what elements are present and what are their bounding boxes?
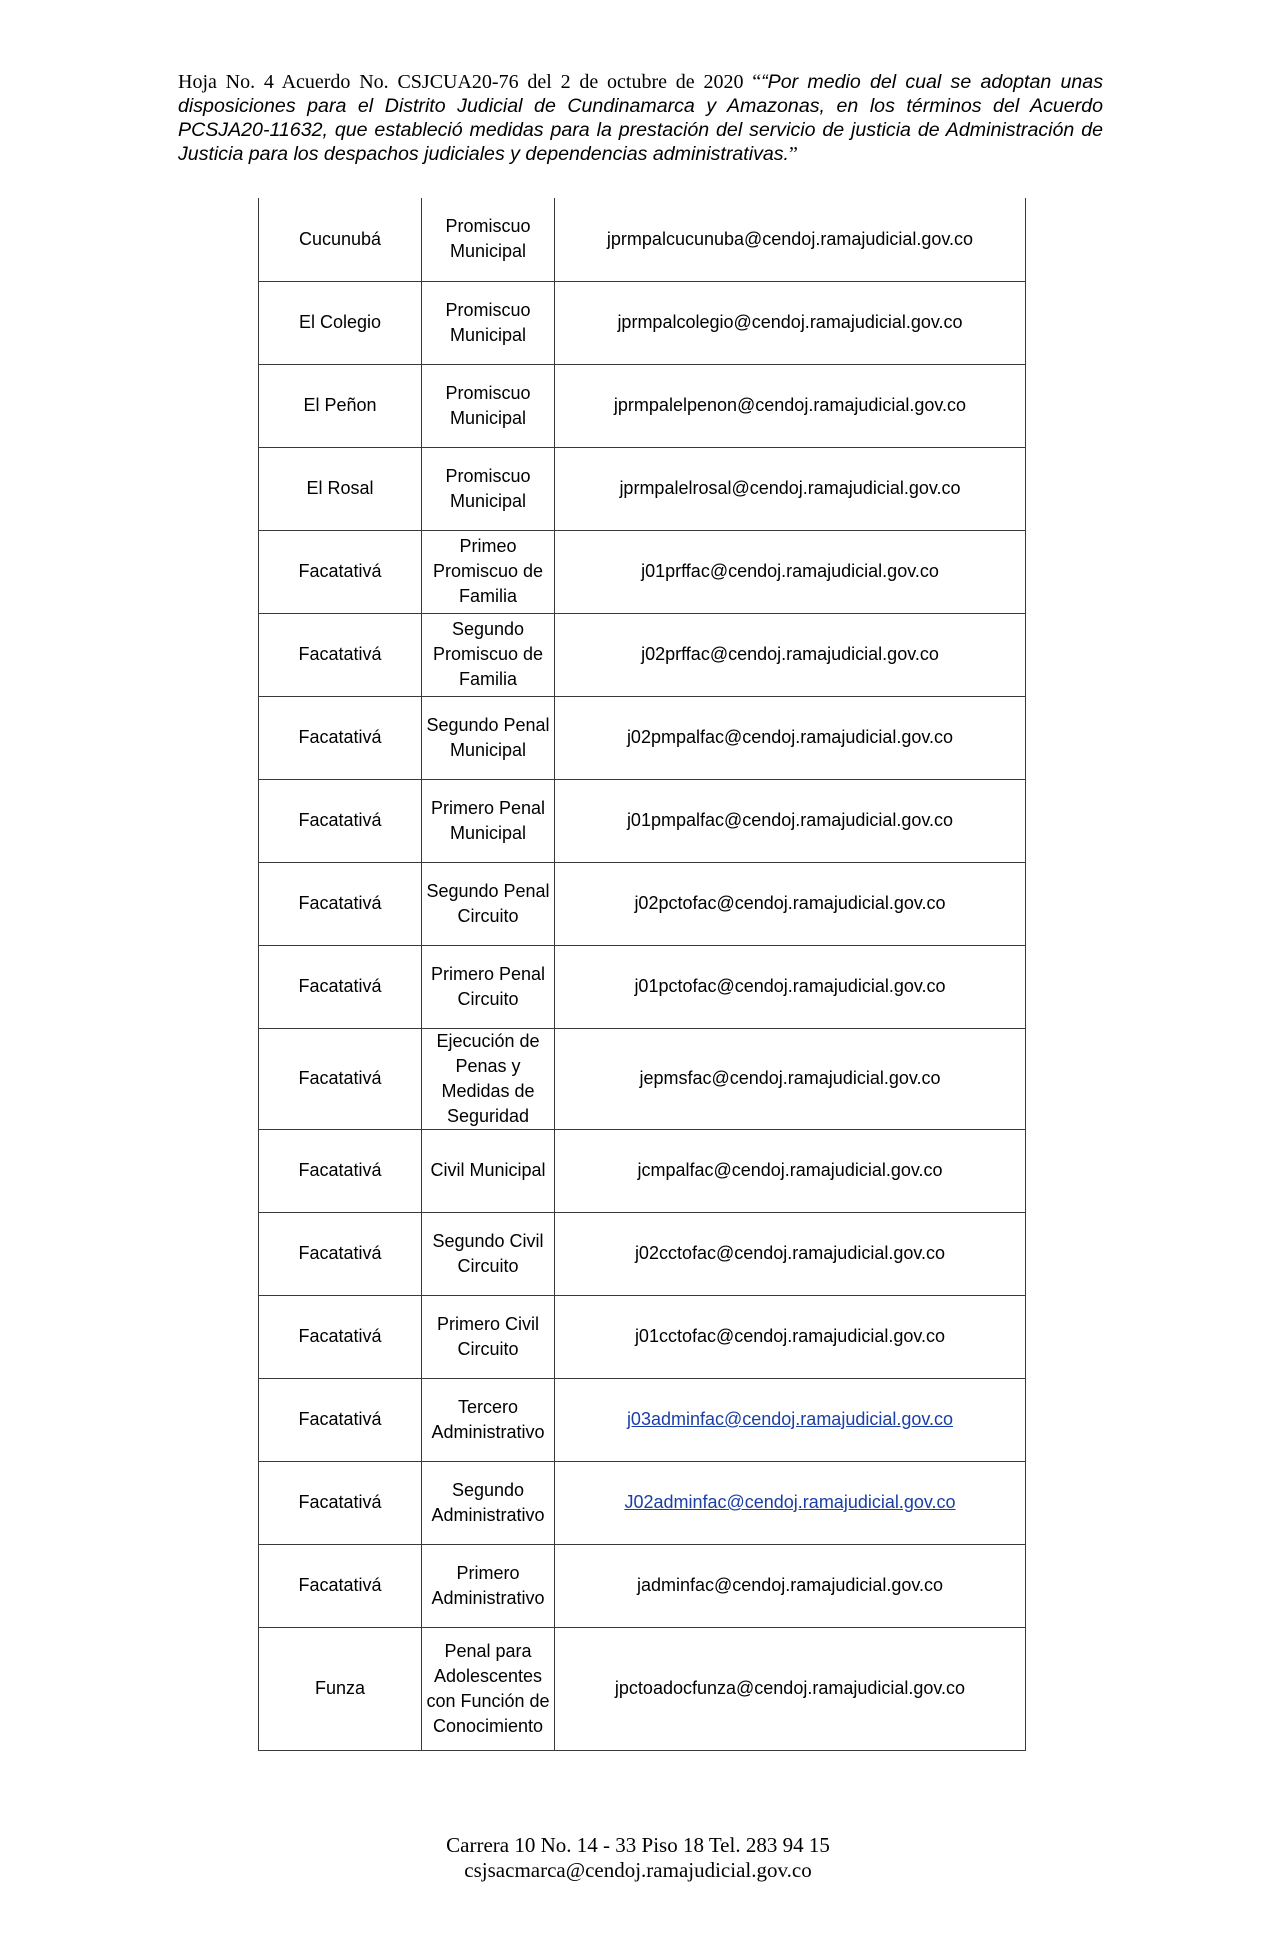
email-link[interactable]: j03adminfac@cendoj.ramajudicial.gov.co [626, 1409, 954, 1429]
municipio-cell: Facatativá [259, 862, 422, 945]
offices-table-body [259, 198, 1026, 1750]
categoria-cell: Ejecución de Penas y Medidas de Seguridad [422, 1028, 555, 1129]
categoria-cell: Promiscuo Municipal [422, 364, 555, 447]
table-row [259, 364, 1026, 447]
table-row [259, 696, 1026, 779]
categoria-cell: Primero Administrativo [422, 1544, 555, 1627]
municipio-cell: Facatativá [259, 1129, 422, 1212]
municipio-cell: Facatativá [259, 1544, 422, 1627]
correo-cell: jpctoadocfunza@cendoj.ramajudicial.gov.co [555, 1627, 1026, 1750]
categoria-cell: Segundo Administrativo [422, 1461, 555, 1544]
municipio-cell: El Colegio [259, 281, 422, 364]
footer-address: Carrera 10 No. 14 - 33 Piso 18 Tel. 283 94 15 [446, 1833, 830, 1857]
offices-table [258, 198, 1026, 1751]
correo-cell [555, 1461, 1026, 1544]
categoria-cell: Segundo Promiscuo de Familia [422, 613, 555, 696]
page-header [178, 70, 1103, 166]
table-row [259, 1378, 1026, 1461]
table-row [259, 945, 1026, 1028]
correo-cell: j02cctofac@cendoj.ramajudicial.gov.co [555, 1212, 1026, 1295]
municipio-cell: Facatativá [259, 696, 422, 779]
table-row [259, 1295, 1026, 1378]
categoria-cell: Segundo Penal Circuito [422, 862, 555, 945]
header-closing-quote: ” [789, 143, 798, 165]
categoria-cell: Civil Municipal [422, 1129, 555, 1212]
correo-cell: j02pctofac@cendoj.ramajudicial.gov.co [555, 862, 1026, 945]
table-row [259, 779, 1026, 862]
categoria-cell: Promiscuo Municipal [422, 281, 555, 364]
correo-cell: j02pmpalfac@cendoj.ramajudicial.gov.co [555, 696, 1026, 779]
municipio-cell: El Peñon [259, 364, 422, 447]
table-row [259, 1212, 1026, 1295]
correo-cell: j01prffac@cendoj.ramajudicial.gov.co [555, 530, 1026, 613]
categoria-cell: Tercero Administrativo [422, 1378, 555, 1461]
table-row [259, 613, 1026, 696]
table-row [259, 1129, 1026, 1212]
correo-cell: jcmpalfac@cendoj.ramajudicial.gov.co [555, 1129, 1026, 1212]
municipio-cell: Facatativá [259, 1378, 422, 1461]
table-row [259, 1461, 1026, 1544]
categoria-cell: Promiscuo Municipal [422, 198, 555, 281]
categoria-cell: Segundo Civil Circuito [422, 1212, 555, 1295]
correo-cell [555, 1378, 1026, 1461]
municipio-cell: Facatativá [259, 1461, 422, 1544]
page-footer [0, 1833, 1276, 1883]
municipio-cell: El Rosal [259, 447, 422, 530]
table-row [259, 447, 1026, 530]
correo-cell: j02prffac@cendoj.ramajudicial.gov.co [555, 613, 1026, 696]
municipio-cell: Funza [259, 1627, 422, 1750]
categoria-cell: Primero Penal Circuito [422, 945, 555, 1028]
municipio-cell: Cucunubá [259, 198, 422, 281]
table-row [259, 198, 1026, 281]
correo-cell: jprmpalcolegio@cendoj.ramajudicial.gov.co [555, 281, 1026, 364]
correo-cell: j01cctofac@cendoj.ramajudicial.gov.co [555, 1295, 1026, 1378]
municipio-cell: Facatativá [259, 779, 422, 862]
correo-cell: j01pctofac@cendoj.ramajudicial.gov.co [555, 945, 1026, 1028]
table-row [259, 281, 1026, 364]
municipio-cell: Facatativá [259, 1212, 422, 1295]
table-row [259, 1627, 1026, 1750]
table-row [259, 530, 1026, 613]
correo-cell: jadminfac@cendoj.ramajudicial.gov.co [555, 1544, 1026, 1627]
municipio-cell: Facatativá [259, 613, 422, 696]
correo-cell: jepmsfac@cendoj.ramajudicial.gov.co [555, 1028, 1026, 1129]
municipio-cell: Facatativá [259, 530, 422, 613]
table-row [259, 1544, 1026, 1627]
categoria-cell: Primero Penal Municipal [422, 779, 555, 862]
categoria-cell: Penal para Adolescentes con Función de Conocimiento [422, 1627, 555, 1750]
correo-cell: jprmpalelrosal@cendoj.ramajudicial.gov.co [555, 447, 1026, 530]
correo-cell: jprmpalcucunuba@cendoj.ramajudicial.gov.co [555, 198, 1026, 281]
categoria-cell: Segundo Penal Municipal [422, 696, 555, 779]
header-title: “Por medio del cual se adoptan unas disposiciones para el Distrito Judicial de Cundinamarca y Amazonas, en los términos del Acuerdo PCSJA20-11632, que estableció medidas para la prestación del servicio de justicia de Administración de Justicia para los despachos judiciales y dependencias administrativas. [178, 71, 1103, 165]
footer-email: csjsacmarca@cendoj.ramajudicial.gov.co [464, 1858, 812, 1882]
categoria-cell: Primero Civil Circuito [422, 1295, 555, 1378]
email-link[interactable]: J02adminfac@cendoj.ramajudicial.gov.co [624, 1492, 956, 1512]
correo-cell: jprmpalelpenon@cendoj.ramajudicial.gov.co [555, 364, 1026, 447]
header-reference: Hoja No. 4 Acuerdo No. CSJCUA20-76 del 2 de octubre de 2020 “ [178, 71, 762, 93]
categoria-cell: Promiscuo Municipal [422, 447, 555, 530]
municipio-cell: Facatativá [259, 945, 422, 1028]
correo-cell: j01pmpalfac@cendoj.ramajudicial.gov.co [555, 779, 1026, 862]
municipio-cell: Facatativá [259, 1295, 422, 1378]
table-row [259, 1028, 1026, 1129]
categoria-cell: Primeo Promiscuo de Familia [422, 530, 555, 613]
table-row [259, 862, 1026, 945]
municipio-cell: Facatativá [259, 1028, 422, 1129]
